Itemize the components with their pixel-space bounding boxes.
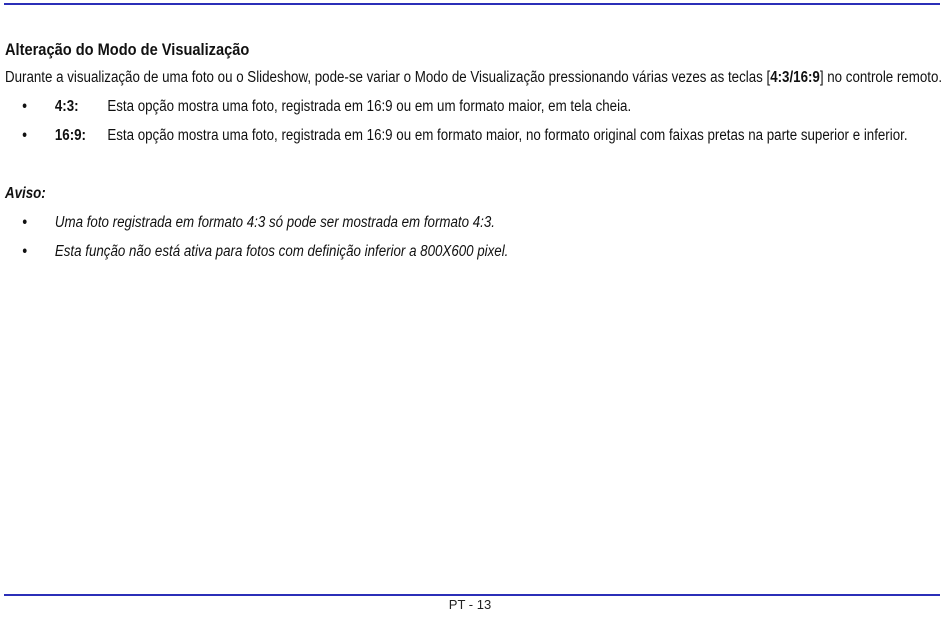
- intro-paragraph: [5, 63, 945, 92]
- notice-text: Uma foto registrada em formato 4:3 só pode ser mostrada em formato 4:3.: [54, 214, 495, 231]
- bullet-icon: •: [22, 127, 27, 144]
- option-text: Esta opção mostra uma foto, registrada em 16:9 ou em um formato maior, em tela cheia.: [107, 98, 632, 115]
- intro-text-after: ] no controle remoto.: [819, 69, 943, 86]
- intro-keys: 4:3/16:9: [770, 69, 820, 86]
- notice-item: [5, 208, 945, 237]
- spacer: [5, 150, 945, 179]
- notice-list: [5, 208, 945, 266]
- notice-title: Aviso:: [5, 185, 46, 202]
- option-key: 16:9:: [54, 127, 87, 144]
- option-item: [5, 121, 945, 150]
- top-divider: [4, 3, 940, 5]
- bullet-icon: •: [22, 98, 27, 115]
- option-key: 4:3:: [54, 98, 79, 115]
- bullet-icon: •: [22, 243, 27, 260]
- page-number: PT - 13: [448, 597, 492, 612]
- document-body: [5, 37, 943, 266]
- option-text: Esta opção mostra uma foto, registrada em 16:9 ou em formato maior, no formato original com faixas pretas na parte superior e inferior.: [107, 127, 908, 144]
- notice-text: Esta função não está ativa para fotos com definição inferior a 800X600 pixel.: [54, 243, 509, 260]
- option-item: [5, 92, 945, 121]
- intro-text-before: Durante a visualização de uma foto ou o Slideshow, pode-se variar o Modo de Visualização pressionando várias vezes as teclas [: [5, 69, 771, 86]
- options-list: [5, 92, 945, 150]
- notice-item: [5, 237, 945, 266]
- bottom-divider: [4, 594, 940, 596]
- bullet-icon: •: [22, 214, 27, 231]
- section-heading: Alteração do Modo de Visualização: [5, 40, 250, 59]
